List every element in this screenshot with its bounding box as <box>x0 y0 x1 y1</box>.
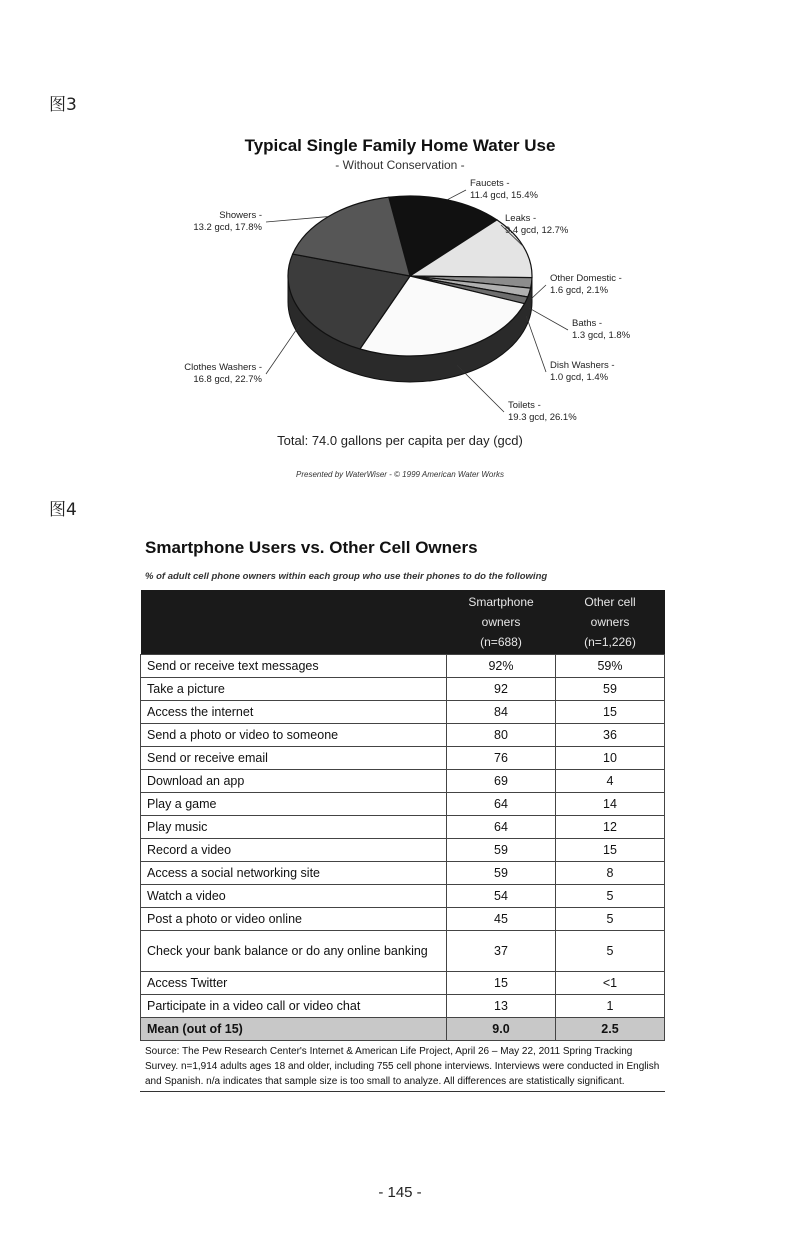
row-other-value: <1 <box>556 972 665 995</box>
table-row <box>141 931 665 972</box>
pie-label-name: Dish Washers - <box>550 360 615 371</box>
pie-label-name: Faucets - <box>470 178 510 189</box>
table-row <box>141 793 665 816</box>
smartphone-usage-table <box>140 590 665 1041</box>
row-other-value: 15 <box>556 701 665 724</box>
pie-label-name: Other Domestic - <box>550 273 622 284</box>
row-smartphone-value: 76 <box>447 747 556 770</box>
row-label: Take a picture <box>141 678 447 701</box>
table-mean-row <box>141 1018 665 1041</box>
row-smartphone-value: 92% <box>447 655 556 678</box>
header-other-line2: owners <box>590 615 630 629</box>
pie-label-value: 16.8 gcd, 22.7% <box>193 374 262 385</box>
row-other-value: 59 <box>556 678 665 701</box>
figure-4-label: 图4 <box>49 500 77 520</box>
chart-credit: Presented by WaterWiser - © 1999 American Water Works <box>296 470 504 479</box>
pie-leader-line <box>266 217 328 222</box>
row-other-value: 8 <box>556 862 665 885</box>
row-smartphone-value: 69 <box>447 770 556 793</box>
row-label: Access Twitter <box>141 972 447 995</box>
pie-label-name: Showers - <box>219 210 262 221</box>
row-smartphone-value: 64 <box>447 816 556 839</box>
row-smartphone-value: 59 <box>447 839 556 862</box>
pie-leader-line <box>447 190 466 200</box>
table-header-row <box>141 590 665 655</box>
row-other-value: 4 <box>556 770 665 793</box>
row-smartphone-value: 80 <box>447 724 556 747</box>
pie-label-value: 11.4 gcd, 15.4% <box>470 190 538 201</box>
pie-label-name: Baths - <box>572 318 603 329</box>
row-label: Play music <box>141 816 447 839</box>
row-other-value: 5 <box>556 908 665 931</box>
row-label: Play a game <box>141 793 447 816</box>
row-label: Send or receive email <box>141 747 447 770</box>
row-label: Check your bank balance or do any online banking <box>141 931 447 972</box>
row-smartphone-value: 92 <box>447 678 556 701</box>
pie-leader-line <box>532 285 546 298</box>
water-use-pie-chart <box>140 128 660 488</box>
pie-label-name: Leaks - <box>505 213 537 224</box>
row-other-value: 14 <box>556 793 665 816</box>
table-row <box>141 995 665 1018</box>
pie-label-value: 1.0 gcd, 1.4% <box>550 372 609 383</box>
row-other-value: 12 <box>556 816 665 839</box>
pie-label-value: 13.2 gcd, 17.8% <box>193 222 262 233</box>
pie-leader-line <box>457 365 504 412</box>
mean-label: Mean (out of 15) <box>141 1018 447 1041</box>
header-other-line1: Other cell <box>584 595 636 609</box>
chart-total: Total: 74.0 gallons per capita per day (gcd) <box>277 433 523 448</box>
table-body <box>141 655 665 1041</box>
row-label: Watch a video <box>141 885 447 908</box>
header-smartphone-line1: Smartphone <box>468 595 534 609</box>
pie-label-value: 1.6 gcd, 2.1% <box>550 285 609 296</box>
chart-subtitle: - Without Conservation - <box>335 158 465 172</box>
row-label: Post a photo or video online <box>141 908 447 931</box>
table-row <box>141 724 665 747</box>
table-row <box>141 747 665 770</box>
mean-other-value: 2.5 <box>556 1018 665 1041</box>
row-label: Send or receive text messages <box>141 655 447 678</box>
header-blank <box>141 590 447 655</box>
chart-title: Typical Single Family Home Water Use <box>244 136 556 155</box>
row-smartphone-value: 54 <box>447 885 556 908</box>
pie-label-value: 9.4 gcd, 12.7% <box>505 225 569 236</box>
row-other-value: 1 <box>556 995 665 1018</box>
header-other-cell-owners <box>556 590 665 655</box>
table-row <box>141 908 665 931</box>
header-smartphone-line3: (n=688) <box>480 635 522 649</box>
row-label: Record a video <box>141 839 447 862</box>
row-label: Access the internet <box>141 701 447 724</box>
table-note: % of adult cell phone owners within each group who use their phones to do the following <box>145 571 548 582</box>
table-row <box>141 839 665 862</box>
table-row <box>141 678 665 701</box>
row-smartphone-value: 13 <box>447 995 556 1018</box>
row-other-value: 5 <box>556 885 665 908</box>
row-other-value: 5 <box>556 931 665 972</box>
row-other-value: 10 <box>556 747 665 770</box>
row-smartphone-value: 15 <box>447 972 556 995</box>
table-row <box>141 972 665 995</box>
table-row <box>141 885 665 908</box>
row-smartphone-value: 45 <box>447 908 556 931</box>
row-smartphone-value: 84 <box>447 701 556 724</box>
table-row <box>141 816 665 839</box>
row-label: Access a social networking site <box>141 862 447 885</box>
smartphone-table-block <box>140 528 665 1092</box>
page-number: - 145 - <box>378 1184 422 1201</box>
table-row <box>141 655 665 678</box>
row-other-value: 15 <box>556 839 665 862</box>
pie-leader-line <box>266 325 299 374</box>
table-row <box>141 770 665 793</box>
pie-leader-line <box>529 308 568 330</box>
row-other-value: 59% <box>556 655 665 678</box>
table-row <box>141 862 665 885</box>
row-label: Send a photo or video to someone <box>141 724 447 747</box>
table-title: Smartphone Users vs. Other Cell Owners <box>145 538 478 557</box>
row-label: Download an app <box>141 770 447 793</box>
table-source: Source: The Pew Research Center's Internet & American Life Project, April 26 – May 22, 2011 Spring Tracking Survey. n=1,914 adults ages 18 and older, including 755 cell phone interviews. Interviews were conducted in English and Spanish. n/a indicates that sample size is too small to analyze. All differences are statistically significant. <box>140 1041 665 1092</box>
row-smartphone-value: 59 <box>447 862 556 885</box>
row-other-value: 36 <box>556 724 665 747</box>
pie-label-name: Toilets - <box>508 400 541 411</box>
pie-label-value: 19.3 gcd, 26.1% <box>508 412 577 423</box>
row-smartphone-value: 37 <box>447 931 556 972</box>
pie-label-name: Clothes Washers - <box>184 362 262 373</box>
header-smartphone-owners <box>447 590 556 655</box>
header-smartphone-line2: owners <box>481 615 521 629</box>
figure-3-label: 图3 <box>49 95 77 115</box>
mean-smartphone-value: 9.0 <box>447 1018 556 1041</box>
pie-leader-line <box>526 316 546 372</box>
table-row <box>141 701 665 724</box>
pie-label-value: 1.3 gcd, 1.8% <box>572 330 631 341</box>
row-smartphone-value: 64 <box>447 793 556 816</box>
header-other-line3: (n=1,226) <box>584 635 636 649</box>
row-label: Participate in a video call or video chat <box>141 995 447 1018</box>
